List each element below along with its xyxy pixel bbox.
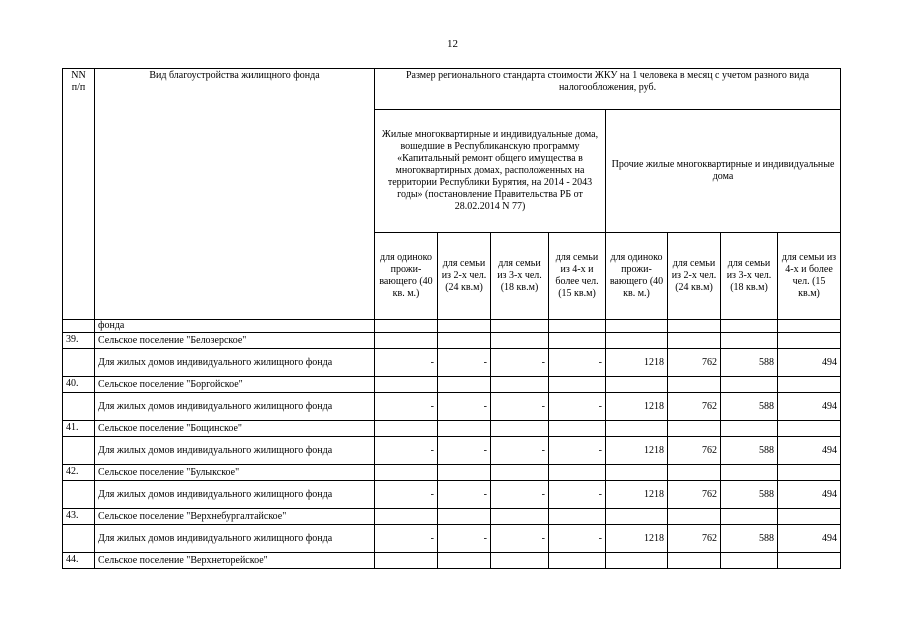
header-b-family-3: для семьи из 3-х чел. (18 кв.м) (721, 233, 778, 320)
value-cell-a: - (549, 349, 606, 377)
value-cell-a: - (438, 481, 491, 509)
row-number: 40. (63, 377, 95, 393)
value-cell-a: - (549, 525, 606, 553)
value-cell-a: - (438, 349, 491, 377)
value-cell-a: - (375, 525, 438, 553)
housing-description: Для жилых домов индивидуального жилищного фонда (95, 393, 375, 421)
value-cell-a: - (375, 437, 438, 465)
header-a-family-3: для семьи из 3-х чел. (18 кв.м) (491, 233, 549, 320)
settlement-row (63, 553, 841, 569)
settlement-name: Сельское поселение "Верхнеторейское" (95, 553, 375, 569)
header-a-single: для одиноко прожи-вающего (40 кв. м.) (375, 233, 438, 320)
settlement-row (63, 377, 841, 393)
header-b-single: для одиноко прожи-вающего (40 кв. м.) (606, 233, 668, 320)
value-cell-a: - (491, 481, 549, 509)
value-cell-a: - (491, 525, 549, 553)
value-cell-b: 494 (778, 525, 841, 553)
table-row (63, 393, 841, 421)
header-group-capital-repair: Жилые многоквартирные и индивидуальные дома, вошедшие в Республиканскую программу «Капитальный ремонт общего имущества в многоквартирных домах, расположенных на территории Республики Бурятия, на 2014 - 2043 годы» (постановление Правительства РБ от 28.02.2014 N 77) (375, 110, 606, 233)
page-number: 12 (447, 38, 458, 50)
value-cell-b: 494 (778, 349, 841, 377)
table-row (63, 525, 841, 553)
value-cell-b: 1218 (606, 525, 668, 553)
value-cell-a: - (438, 393, 491, 421)
table-row (63, 349, 841, 377)
value-cell-a: - (375, 393, 438, 421)
header-b-family-4: для семьи из 4-х и более чел. (15 кв.м) (778, 233, 841, 320)
header-a-family-2: для семьи из 2-х чел. (24 кв.м) (438, 233, 491, 320)
header-a-family-4: для семьи из 4-х и более чел. (15 кв.м) (549, 233, 606, 320)
value-cell-a: - (549, 481, 606, 509)
value-cell-a: - (549, 437, 606, 465)
row-number: 41. (63, 421, 95, 437)
value-cell-a: - (491, 349, 549, 377)
value-cell-b: 588 (721, 525, 778, 553)
value-cell-b: 588 (721, 349, 778, 377)
settlement-row (63, 421, 841, 437)
value-cell-a: - (375, 349, 438, 377)
value-cell-b: 588 (721, 393, 778, 421)
settlement-name: Сельское поселение "Верхнебургалтайское" (95, 509, 375, 525)
settlement-name: Сельское поселение "Булыкское" (95, 465, 375, 481)
value-cell-b: 762 (668, 393, 721, 421)
table-row (63, 481, 841, 509)
value-cell-b: 762 (668, 349, 721, 377)
value-cell-a: - (491, 393, 549, 421)
header-nn: NN п/п (63, 69, 95, 320)
value-cell-a: - (438, 525, 491, 553)
row-number: 44. (63, 553, 95, 569)
value-cell-b: 494 (778, 393, 841, 421)
header-housing-type: Вид благоустройства жилищного фонда (95, 69, 375, 320)
value-cell-a: - (549, 393, 606, 421)
value-cell-b: 762 (668, 437, 721, 465)
value-cell-a: - (438, 437, 491, 465)
settlement-name: Сельское поселение "Боргойское" (95, 377, 375, 393)
value-cell-b: 1218 (606, 437, 668, 465)
value-cell-b: 588 (721, 437, 778, 465)
housing-description: Для жилых домов индивидуального жилищного фонда (95, 437, 375, 465)
header-group-other-houses: Прочие жилые многоквартирные и индивидуальные дома (606, 110, 841, 233)
value-cell-b: 1218 (606, 481, 668, 509)
settlement-name: Сельское поселение "Бощинское" (95, 421, 375, 437)
housing-description: Для жилых домов индивидуального жилищного фонда (95, 481, 375, 509)
settlement-row (63, 465, 841, 481)
continuation-row (63, 320, 841, 333)
value-cell-b: 588 (721, 481, 778, 509)
header-regional-standard: Размер регионального стандарта стоимости ЖКУ на 1 человека в месяц с учетом разного вида налогообложения, руб. (375, 69, 841, 110)
value-cell-b: 762 (668, 481, 721, 509)
value-cell-a: - (491, 437, 549, 465)
header-b-family-2: для семьи из 2-х чел. (24 кв.м) (668, 233, 721, 320)
value-cell-b: 762 (668, 525, 721, 553)
row-number: 39. (63, 333, 95, 349)
row-number: 42. (63, 465, 95, 481)
value-cell-b: 494 (778, 437, 841, 465)
tariff-table (62, 68, 841, 569)
table-row (63, 437, 841, 465)
value-cell-a: - (375, 481, 438, 509)
row-number: 43. (63, 509, 95, 525)
value-cell-b: 1218 (606, 349, 668, 377)
value-cell-b: 1218 (606, 393, 668, 421)
table-body (63, 320, 841, 569)
continuation-text: фонда (95, 320, 375, 333)
settlement-name: Сельское поселение "Белозерское" (95, 333, 375, 349)
housing-description: Для жилых домов индивидуального жилищного фонда (95, 525, 375, 553)
housing-description: Для жилых домов индивидуального жилищного фонда (95, 349, 375, 377)
value-cell-b: 494 (778, 481, 841, 509)
settlement-row (63, 509, 841, 525)
settlement-row (63, 333, 841, 349)
